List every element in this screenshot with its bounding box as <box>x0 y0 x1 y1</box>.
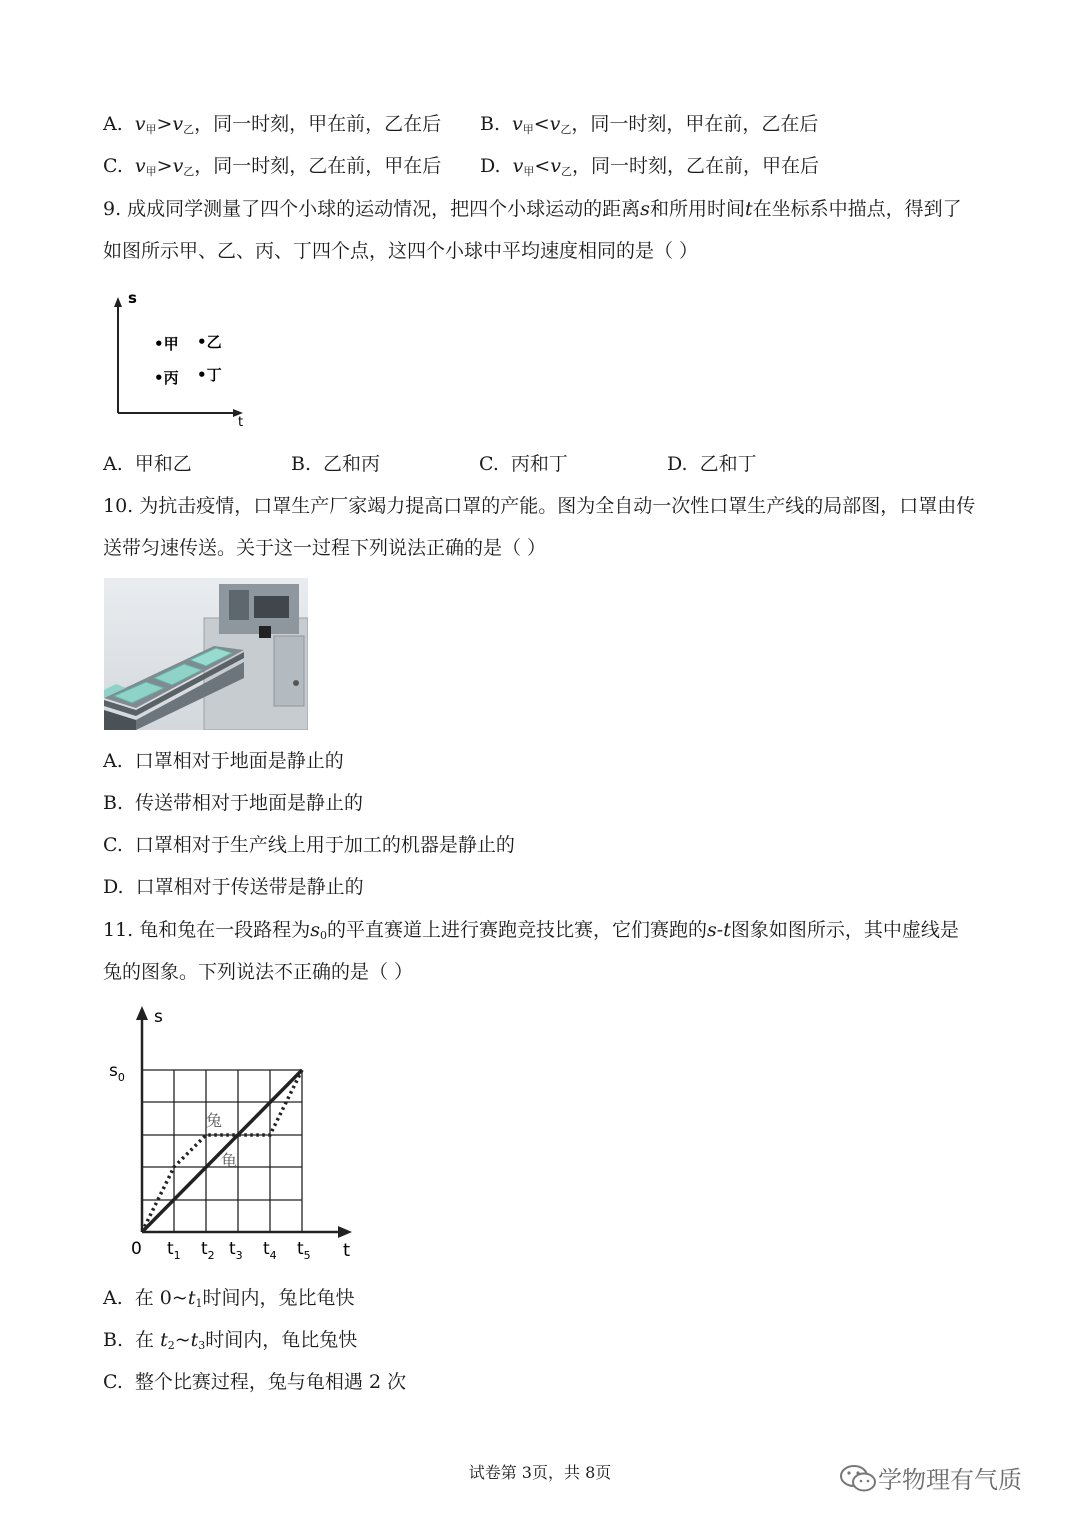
q10-option-b <box>103 790 363 816</box>
q11-x-arrow <box>338 1226 352 1238</box>
option-label: A. <box>103 113 123 135</box>
sub: 3 <box>198 1339 206 1352</box>
q11-x-tick-5 <box>297 1239 311 1262</box>
q11-x-label: t <box>343 1240 351 1261</box>
tick-sub: 2 <box>207 1249 215 1262</box>
q9-point-yi: •乙 <box>197 333 222 351</box>
q10-option-d <box>103 874 364 900</box>
var: t <box>744 198 753 220</box>
option-text: 口罩相对于地面是静止的 <box>134 750 344 772</box>
q11-stem-line2: 兔的图象。下列说法不正确的是（ ） <box>103 961 414 983</box>
sub: 乙 <box>560 123 572 136</box>
q11-x-tick-1 <box>167 1239 181 1262</box>
mask-production-line-photo <box>104 578 308 730</box>
q10-option-c <box>103 832 515 858</box>
turtle-label: 龟 <box>221 1151 238 1170</box>
q11-stem-line1 <box>103 917 959 949</box>
sub: 乙 <box>561 165 572 178</box>
op: < <box>534 155 551 177</box>
q11-y-label: s <box>154 1007 163 1027</box>
var: v <box>172 155 184 177</box>
q9-point-jia: •甲 <box>154 335 179 353</box>
text: 的平直赛道上进行赛跑竞技比赛，它们赛跑的 <box>327 919 708 941</box>
q9-x-label: t <box>238 415 244 430</box>
q8-option-d <box>480 153 819 185</box>
q9-option-c <box>479 451 568 477</box>
q9-point-ding: •丁 <box>197 366 222 384</box>
q8-option-c <box>103 153 441 185</box>
q10-stem-line1: 10. 为抗击疫情，口罩生产厂家竭力提高口罩的产能。图为全自动一次性口罩生产线的局部图，口罩由传 <box>103 495 976 517</box>
tick-sub: 0 <box>117 1071 125 1084</box>
q9-option-a <box>103 451 192 477</box>
q9-graph <box>100 285 260 430</box>
text: 图象如图所示，其中虚线是 <box>730 919 959 941</box>
var: s <box>310 919 321 941</box>
option-text: 乙和丁 <box>699 453 757 475</box>
q11-st-graph <box>100 1000 365 1270</box>
sub: 甲 <box>145 165 157 178</box>
op: > <box>156 113 173 135</box>
option-label: D. <box>480 155 501 177</box>
text: 和所用时间 <box>649 198 745 220</box>
sub: 1 <box>195 1297 203 1310</box>
q11-x-tick-4 <box>263 1239 277 1262</box>
text: 在 0~ <box>134 1287 188 1309</box>
tick: t <box>167 1239 174 1259</box>
option-text: 传送带相对于地面是静止的 <box>135 792 364 814</box>
watermark-text: 学物理有气质 <box>878 1466 1022 1494</box>
option-label: D. <box>103 876 124 898</box>
q8-option-a <box>103 111 441 143</box>
option-text: 整个比赛过程，兔与龟相遇 2 次 <box>134 1371 407 1393</box>
var: v <box>134 113 146 135</box>
option-label: C. <box>103 834 123 856</box>
tick: t <box>201 1239 208 1259</box>
option-text: 乙和丙 <box>323 453 381 475</box>
option-text: ，同一时刻，甲在前，乙在后 <box>194 113 442 135</box>
option-label: B. <box>480 113 501 135</box>
text: 11. 龟和兔在一段路程为 <box>103 919 311 941</box>
sub: 乙 <box>183 165 195 178</box>
option-text: ，同一时刻，乙在前，甲在后 <box>194 155 442 177</box>
tick: s <box>109 1061 118 1081</box>
option-text: 甲和乙 <box>134 453 192 475</box>
tick: t <box>263 1239 270 1259</box>
rabbit-label: 兔 <box>206 1111 223 1130</box>
q11-option-a <box>103 1285 354 1317</box>
var: t <box>160 1329 168 1351</box>
option-label: A. <box>103 453 123 475</box>
option-label: B. <box>103 1329 124 1351</box>
var: s-t <box>707 919 731 941</box>
option-text: ，同一时刻，甲在前，乙在后 <box>571 113 819 135</box>
sub: 乙 <box>183 123 195 136</box>
var: t <box>187 1287 196 1309</box>
option-text: ，同一时刻，乙在前，甲在后 <box>572 155 820 177</box>
option-label: D. <box>667 453 688 475</box>
var: s <box>640 198 650 220</box>
option-label: C. <box>479 453 499 475</box>
sub: 0 <box>320 929 328 942</box>
var: v <box>512 113 523 135</box>
q9-stem-line2: 如图所示甲、乙、丙、丁四个点，这四个小球中平均速度相同的是（ ） <box>103 240 699 262</box>
page-footer: 试卷第 3页，共 8页 <box>468 1463 612 1482</box>
sub: 甲 <box>145 123 157 136</box>
tick-sub: 3 <box>235 1249 243 1262</box>
option-label: B. <box>103 792 124 814</box>
option-label: C. <box>103 1371 123 1393</box>
q10-stem-line2: 送带匀速传送。关于这一过程下列说法正确的是（ ） <box>103 537 547 559</box>
q9-y-arrow <box>114 297 122 307</box>
var: v <box>134 155 146 177</box>
option-text: 口罩相对于生产线上用于加工的机器是静止的 <box>134 834 515 856</box>
var: v <box>549 113 561 135</box>
q8-option-b <box>480 111 818 143</box>
text: 在 <box>135 1329 161 1351</box>
q11-option-b <box>103 1327 357 1359</box>
var: t <box>190 1329 199 1351</box>
tick: t <box>297 1239 304 1259</box>
option-label: B. <box>291 453 312 475</box>
tick: t <box>229 1239 236 1259</box>
text: 9. 成成同学测量了四个小球的运动情况，把四个小球运动的距离 <box>103 198 641 220</box>
q11-origin: 0 <box>131 1239 142 1259</box>
op: < <box>533 113 550 135</box>
q11-x-tick-2 <box>201 1239 215 1262</box>
watermark <box>838 1460 1022 1495</box>
sub: 甲 <box>522 123 534 136</box>
var: v <box>550 155 561 177</box>
q11-x-tick-3 <box>229 1239 243 1262</box>
q9-point-bing: •丙 <box>154 369 179 387</box>
sub: 2 <box>167 1339 175 1352</box>
option-label: A. <box>103 1287 123 1309</box>
tick-sub: 5 <box>303 1249 311 1262</box>
var: v <box>172 113 184 135</box>
text: ~ <box>174 1329 191 1351</box>
q11-option-c <box>103 1369 406 1395</box>
text: 时间内，兔比龟快 <box>202 1287 355 1309</box>
text: 在坐标系中描点，得到了 <box>752 198 962 220</box>
option-label: C. <box>103 155 123 177</box>
var: v <box>512 155 524 177</box>
q10-option-a <box>103 748 344 774</box>
option-label: A. <box>103 750 123 772</box>
tick-sub: 1 <box>173 1249 181 1262</box>
q9-y-label: s <box>128 289 137 307</box>
q11-y-arrow <box>136 1006 148 1020</box>
q9-option-b <box>291 451 380 477</box>
q9-stem-line1 <box>103 196 962 222</box>
q9-option-d <box>667 451 757 477</box>
option-text: 口罩相对于传送带是静止的 <box>135 876 364 898</box>
option-text: 丙和丁 <box>510 453 568 475</box>
tick-sub: 4 <box>269 1249 277 1262</box>
text: 时间内，龟比兔快 <box>205 1329 358 1351</box>
sub: 甲 <box>523 165 535 178</box>
q11-y-tick-s0 <box>109 1061 125 1084</box>
op: > <box>156 155 173 177</box>
wechat-icon <box>838 1462 878 1494</box>
